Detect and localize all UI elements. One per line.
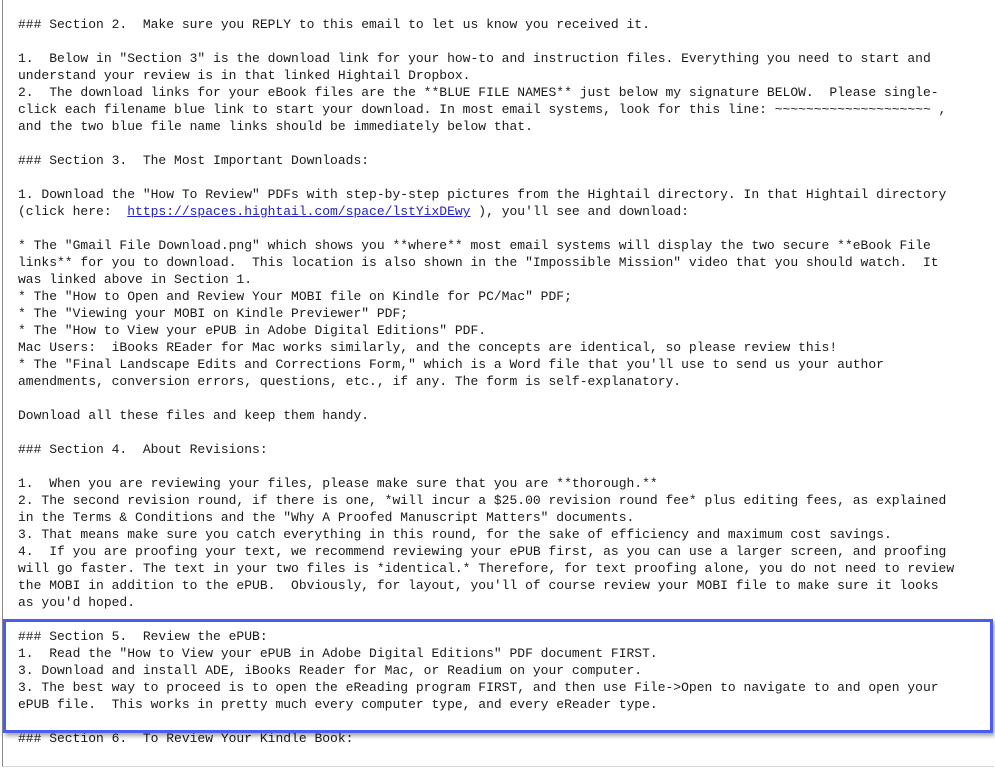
text-line: 3. The best way to proceed is to open the eReading program FIRST, and then use File->Open to navigate to and open your bbox=[18, 680, 939, 695]
text-line: * The "Final Landscape Edits and Corrections Form," which is a Word file that you'll use to send us your author bbox=[18, 357, 884, 372]
link-prefix: (click here: bbox=[18, 204, 128, 219]
text-line: amendments, conversion errors, questions, etc., if any. The form is self-explanatory. bbox=[18, 374, 682, 389]
text-line: 1. Below in "Section 3" is the download link for your how-to and instruction files. Everything you need to start and bbox=[18, 51, 931, 66]
text-line: click each filename blue link to start your download. In most email systems, look for this line: ~~~~~~~~~~~~~~~~~~~~ , bbox=[18, 102, 947, 117]
text-line: ePUB file. This works in pretty much every computer type, and every eReader type. bbox=[18, 697, 658, 712]
text-line: Mac Users: iBooks REader for Mac works similarly, and the concepts are identical, so please review this! bbox=[18, 340, 838, 355]
email-body-text bbox=[18, 16, 954, 747]
blank-line bbox=[18, 220, 954, 237]
text-line: 3. Download and install ADE, iBooks Reader for Mac, or Readium on your computer. bbox=[18, 663, 643, 678]
blank-line bbox=[18, 713, 954, 730]
section-heading: ### Section 4. About Revisions: bbox=[18, 442, 268, 457]
link-suffix: ), you'll see and download: bbox=[470, 204, 689, 219]
section-heading: ### Section 2. Make sure you REPLY to this email to let us know you received it. bbox=[18, 17, 650, 32]
text-line: 2. The download links for your eBook files are the **BLUE FILE NAMES** just below my signature BELOW. Please single- bbox=[18, 85, 939, 100]
text-line: Download all these files and keep them handy. bbox=[18, 408, 370, 423]
text-line: 2. The second revision round, if there is one, *will incur a $25.00 revision round fee* plus editing fees, as explained bbox=[18, 493, 947, 508]
text-line: * The "Gmail File Download.png" which shows you **where** most email systems will display the two secure **eBook File bbox=[18, 238, 931, 253]
text-line: understand your review is in that linked Hightail Dropbox. bbox=[18, 68, 471, 83]
text-line: * The "How to View your ePUB in Adobe Digital Editions" PDF. bbox=[18, 323, 487, 338]
text-line: 3. That means make sure you catch everything in this round, for the sake of efficiency and maximum cost savings. bbox=[18, 527, 892, 542]
section-heading: ### Section 3. The Most Important Downloads: bbox=[18, 153, 370, 168]
hightail-link[interactable]: https://spaces.hightail.com/space/lstYixDEwy bbox=[127, 204, 471, 219]
blank-line bbox=[18, 424, 954, 441]
section-heading: ### Section 6. To Review Your Kindle Book: bbox=[18, 731, 354, 746]
text-line: the MOBI in addition to the ePUB. Obviously, for layout, you'll of course review your MOBI file to make sure it looks bbox=[18, 578, 939, 593]
blank-line bbox=[18, 169, 954, 186]
blank-line bbox=[18, 135, 954, 152]
text-line: * The "How to Open and Review Your MOBI file on Kindle for PC/Mac" PDF; bbox=[18, 289, 572, 304]
text-line: in the Terms & Conditions and the "Why A Proofed Manuscript Matters" documents. bbox=[18, 510, 635, 525]
text-line: 1. Download the "How To Review" PDFs with step-by-step pictures from the Hightail directory. In that Hightail directory bbox=[18, 187, 947, 202]
section-heading: ### Section 5. Review the ePUB: bbox=[18, 629, 268, 644]
text-line-with-link bbox=[18, 203, 954, 220]
text-line: will go faster. The text in your two files is *identical.* Therefore, for text proofing alone, you do not need to review bbox=[18, 561, 955, 576]
text-line: as you'd hoped. bbox=[18, 595, 136, 610]
text-line: 1. Read the "How to View your ePUB in Adobe Digital Editions" PDF document FIRST. bbox=[18, 646, 658, 661]
text-line: was linked above in Section 1. bbox=[18, 272, 253, 287]
text-line: and the two blue file name links should be immediately below that. bbox=[18, 119, 533, 134]
text-line: links** for you to download. This location is also shown in the "Impossible Mission" video that you should watch. It bbox=[18, 255, 939, 270]
blank-line bbox=[18, 458, 954, 475]
text-line: 4. If you are proofing your text, we recommend reviewing your ePUB first, as you can use a larger screen, and proofing bbox=[18, 544, 947, 559]
blank-line bbox=[18, 33, 954, 50]
text-line: 1. When you are reviewing your files, please make sure that you are **thorough.** bbox=[18, 476, 658, 491]
blank-line bbox=[18, 390, 954, 407]
blank-line bbox=[18, 611, 954, 628]
text-line: * The "Viewing your MOBI on Kindle Previewer" PDF; bbox=[18, 306, 409, 321]
